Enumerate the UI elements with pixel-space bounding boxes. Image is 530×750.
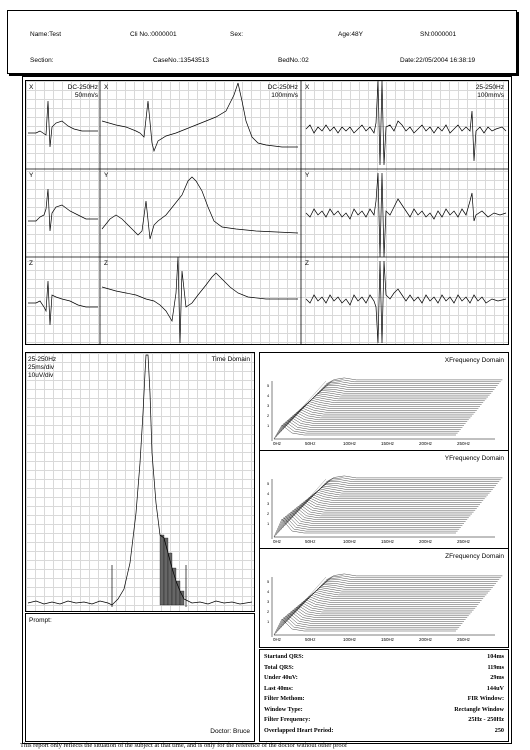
- lead-label-y-3: Y: [305, 172, 310, 179]
- y-tick-0hz: 0Hz: [273, 539, 282, 544]
- stat-label: Last 40ms:: [264, 684, 294, 692]
- waterfall-line: [324, 380, 500, 386]
- qrs-statistics-table: [259, 649, 509, 742]
- time-domain-plot: [26, 353, 254, 611]
- waterfall-line: [303, 595, 482, 605]
- waterfall-line: [305, 495, 484, 505]
- waterfall-line: [315, 389, 492, 395]
- waterfall-line: [283, 417, 464, 429]
- waterfall-line: [296, 502, 476, 514]
- waterfall-line: [274, 425, 456, 439]
- patient-name: Name:Test: [30, 31, 62, 38]
- x-frequency-waterfall: [260, 353, 508, 450]
- y-tick-label: 1: [267, 619, 270, 624]
- stat-label: Window Type:: [264, 705, 303, 713]
- y-tick-label: 5: [267, 383, 270, 388]
- y-tick-label: 2: [267, 511, 270, 516]
- stat-value: 25Hz - 250Hz: [468, 716, 504, 723]
- waterfall-line: [314, 586, 492, 593]
- y-tick-label: 4: [267, 589, 270, 594]
- lead-label-x-2: X: [104, 84, 109, 91]
- stat-label: Startand QRS:: [264, 653, 304, 660]
- y-frequency-waterfall: [260, 451, 508, 548]
- waterfall-line: [297, 600, 476, 611]
- waterfall-line: [297, 405, 476, 415]
- stat-label: Filter Frequency:: [264, 716, 311, 723]
- stat-row: [264, 653, 504, 663]
- stat-row: [264, 727, 504, 737]
- td-filter: 25-250Hz: [28, 356, 57, 363]
- y-tick-label: 5: [267, 579, 270, 584]
- waterfall-line: [326, 378, 502, 384]
- x-tick-0hz: 0Hz: [273, 441, 282, 446]
- y-frequency-title: YFrequency Domain: [444, 455, 504, 462]
- waterfall-line: [321, 384, 498, 390]
- stat-row: [264, 674, 504, 684]
- stat-label: Filter Methom:: [264, 695, 305, 702]
- waterfall-line: [296, 406, 476, 416]
- waterfall-line: [321, 482, 498, 488]
- y-tick-250hz: 250Hz: [457, 539, 471, 544]
- patient-sex: Sex:: [230, 31, 244, 38]
- col3-speed: 100mm/s: [477, 92, 504, 99]
- stat-value: 250: [494, 726, 504, 734]
- lead-label-y-2: Y: [104, 172, 109, 179]
- col2-filter: DC-250Hz: [267, 84, 298, 91]
- z-frequency-waterfall: [260, 549, 508, 646]
- z-frequency-panel: [260, 549, 508, 646]
- col1-filter: DC-250Hz: [67, 84, 98, 91]
- stat-row: [264, 695, 504, 705]
- waterfall-line: [323, 578, 500, 584]
- y-tick-label: 4: [267, 393, 270, 398]
- y-tick-label: 5: [267, 481, 270, 486]
- waterfall-line: [326, 574, 502, 580]
- lead-label-z-2: Z: [104, 260, 108, 267]
- x-tick-150hz: 150Hz: [381, 441, 395, 446]
- waterfall-line: [324, 576, 500, 582]
- z-tick-200hz: 200Hz: [419, 637, 433, 642]
- waterfall-line: [301, 597, 480, 607]
- stat-value: FIR Window:: [467, 695, 504, 702]
- waterfall-line: [314, 487, 492, 495]
- waterfall-line: [312, 489, 490, 497]
- waterfall-line: [310, 394, 488, 401]
- x-tick-250hz: 250Hz: [457, 441, 471, 446]
- z-tick-0hz: 0Hz: [273, 637, 282, 642]
- x-tick-200hz: 200Hz: [419, 441, 433, 446]
- x-frequency-title: XFrequency Domain: [444, 357, 504, 364]
- stat-row: [264, 685, 504, 695]
- waterfall-line: [296, 601, 476, 612]
- waterfall-line: [315, 486, 492, 493]
- waterfall-line: [303, 400, 482, 409]
- lead-label-z-1: Z: [29, 260, 33, 267]
- waterfall-line: [306, 592, 484, 601]
- td-title: Time Domain: [211, 356, 250, 363]
- prompt-label: Prompt:: [29, 617, 52, 624]
- col1-speed: 50mm/s: [74, 92, 98, 99]
- z-tick-250hz: 250Hz: [457, 637, 471, 642]
- section-field: Section:: [30, 57, 54, 64]
- bed-number: BedNo.:02: [278, 57, 309, 64]
- lead-label-z-3: Z: [305, 260, 309, 267]
- y-tick-200hz: 200Hz: [419, 539, 433, 544]
- waterfall-line: [308, 591, 486, 599]
- z-tick-50hz: 50Hz: [305, 637, 316, 642]
- frequency-domain-box: [259, 352, 509, 648]
- waterfall-line: [314, 391, 492, 398]
- stat-label: Total QRS:: [264, 663, 294, 671]
- time-domain-panel: [25, 352, 255, 612]
- waterfall-line: [301, 498, 480, 509]
- lead-label-y-1: Y: [29, 172, 34, 179]
- waterfall-line: [312, 588, 490, 596]
- waterfall-line: [321, 580, 498, 586]
- x-tick-50hz: 50Hz: [305, 441, 316, 446]
- waterfall-line: [306, 493, 484, 503]
- stat-value: 104ms: [487, 653, 504, 660]
- z-tick-100hz: 100Hz: [343, 637, 357, 642]
- y-tick-150hz: 150Hz: [381, 539, 395, 544]
- waterfall-line: [305, 398, 484, 406]
- lead-label-x-3: X: [305, 84, 310, 91]
- y-tick-100hz: 100Hz: [343, 539, 357, 544]
- patient-age: Age:48Y: [338, 31, 363, 38]
- col3-filter: 25-250Hz: [475, 84, 504, 91]
- waterfall-line: [326, 476, 502, 482]
- waterfall-line: [317, 387, 494, 393]
- waterfall-line: [319, 582, 496, 588]
- waterfall-line: [290, 411, 470, 422]
- z-frequency-title: ZFrequency Domain: [445, 553, 504, 560]
- waterfall-line: [317, 583, 494, 589]
- waterfall-line: [308, 395, 486, 403]
- waterfall-line: [281, 419, 462, 432]
- stat-value: Rectangle Window: [454, 705, 504, 713]
- y-tick-label: 2: [267, 413, 270, 418]
- report-date: Date:22/05/2004 16:38:19: [400, 57, 476, 64]
- ecg-lead-grid: [25, 80, 509, 345]
- waterfall-line: [319, 483, 496, 489]
- stat-row: [264, 664, 504, 674]
- x-frequency-panel: [260, 353, 508, 451]
- stat-label: Overlapped Heart Period:: [264, 726, 334, 734]
- td-time-scale: 25ms/div: [28, 364, 55, 371]
- stat-value: 29ms: [490, 674, 504, 681]
- y-tick-label: 2: [267, 609, 270, 614]
- lead-label-x-1: X: [29, 84, 34, 91]
- doctor-name: Doctor: Bruce: [210, 728, 250, 735]
- waterfall-line: [319, 386, 496, 392]
- waterfall-line: [323, 480, 500, 486]
- stat-row: [264, 716, 504, 726]
- ecg-traces: [26, 81, 508, 344]
- clinic-number: Cli No.:0000001: [130, 31, 177, 38]
- y-tick-50hz: 50Hz: [305, 539, 316, 544]
- col2-speed: 100mm/s: [271, 92, 298, 99]
- y-tick-label: 1: [267, 521, 270, 526]
- stat-value: 119ms: [487, 663, 504, 671]
- z-tick-150hz: 150Hz: [381, 637, 395, 642]
- waterfall-line: [278, 516, 460, 533]
- x-tick-100hz: 100Hz: [343, 441, 357, 446]
- y-tick-label: 4: [267, 491, 270, 496]
- td-amp-scale: 10uV/div: [28, 372, 54, 379]
- case-number: CaseNo.:13543513: [153, 57, 210, 64]
- y-tick-label: 3: [267, 599, 270, 604]
- serial-number: SN:0000001: [420, 31, 457, 38]
- report-disclaimer: This report only reflects the situation of the subject at that time, and is only for the reference of the doctor without other proof: [20, 742, 348, 749]
- y-tick-label: 3: [267, 501, 270, 506]
- waterfall-line: [288, 607, 468, 620]
- y-frequency-panel: [260, 451, 508, 549]
- stat-value: 144uV: [486, 684, 504, 692]
- waterfall-line: [279, 515, 460, 532]
- stat-label: Under 40uV:: [264, 674, 298, 681]
- patient-header: [7, 10, 517, 74]
- y-tick-label: 3: [267, 403, 270, 408]
- stat-row: [264, 706, 504, 716]
- waterfall-line: [290, 606, 470, 618]
- waterfall-line: [310, 490, 488, 499]
- y-tick-label: 1: [267, 423, 270, 428]
- waterfall-line: [324, 478, 500, 484]
- prompt-box: [25, 613, 255, 742]
- waterfall-line: [323, 382, 500, 388]
